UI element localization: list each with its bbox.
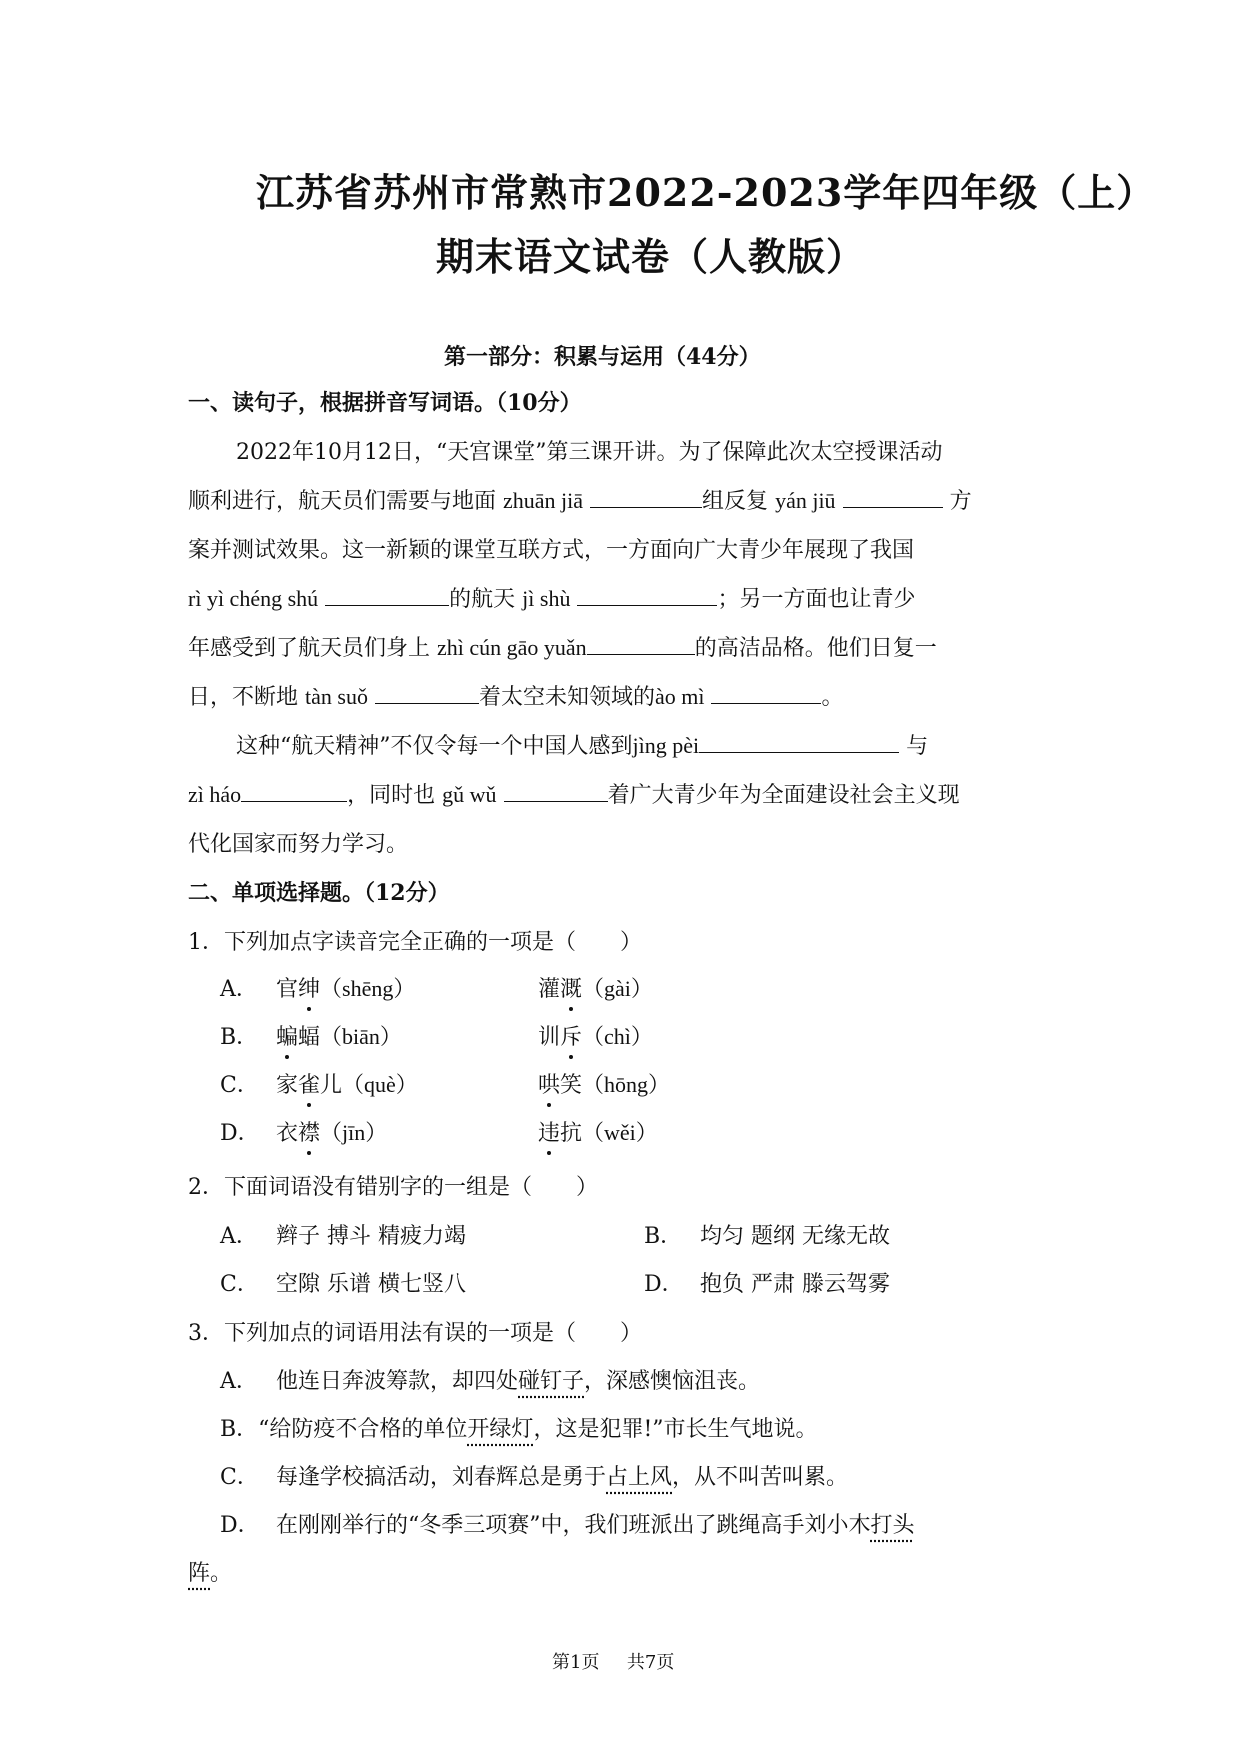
pinyin-zhicungaoyuan: zhì cún gāo yuǎn xyxy=(437,635,587,660)
blank-zhuanjia[interactable] xyxy=(590,485,702,508)
s1-l2-text-c: 方 xyxy=(949,489,972,514)
q3-b-dotted: 开绿灯 xyxy=(467,1417,534,1442)
s1-l8-text-a: ，同时也 xyxy=(347,783,436,808)
s1-l5-text-a: 年感受到了航天员们身上 xyxy=(188,636,431,661)
q1-a-w1-dotted: 绅 xyxy=(298,972,320,1003)
q1-option-d[interactable] xyxy=(220,1116,658,1147)
part-one-title: 第一部分：积累与运用（44分） xyxy=(444,344,761,370)
q3-d-pre: 在刚刚举行的“冬季三项赛”中，我们班派出了跳绳高手刘小木 xyxy=(276,1513,871,1538)
q2-option-d[interactable] xyxy=(644,1267,890,1298)
q3-a-dotted: 碰钉子 xyxy=(518,1369,585,1394)
blank-zhicungaoyuan[interactable] xyxy=(587,632,695,655)
pinyin-zhuanjia: zhuān jiā xyxy=(503,488,584,513)
q2-c-text: 空隙 乐谱 横七竖八 xyxy=(276,1272,466,1297)
q3-d-post: 。 xyxy=(210,1561,233,1586)
q1-d-w2-dotted: 违 xyxy=(538,1116,560,1147)
s1-line-3: 案并测试效果。这一新颖的课堂互联方式，一方面向广大青少年展现了我国 xyxy=(188,538,915,563)
q3-d-dotted-2: 阵 xyxy=(188,1561,211,1586)
q2-d-letter: D． xyxy=(644,1272,684,1297)
s1-l6-text-b: 着太空未知领域的 xyxy=(478,685,655,710)
q2-option-c[interactable] xyxy=(220,1267,466,1298)
q1-option-c[interactable] xyxy=(220,1068,671,1099)
blank-guwu[interactable] xyxy=(504,779,608,802)
q3-option-a[interactable] xyxy=(220,1364,761,1395)
q2-option-b[interactable] xyxy=(644,1219,890,1250)
q1-b-w1-dotted: 蝙 xyxy=(276,1020,298,1051)
q1-b-w2-pinyin: （chì） xyxy=(582,1024,653,1049)
q1-d-w1-char: 衣 xyxy=(276,1121,299,1146)
q3-option-b[interactable] xyxy=(220,1412,818,1443)
blank-tansuo[interactable] xyxy=(375,681,479,704)
q1-option-b[interactable] xyxy=(220,1020,653,1051)
pinyin-jingpei: jìng pèi xyxy=(632,733,700,758)
q1-d-w1-dotted: 襟 xyxy=(298,1116,320,1147)
q2-option-a[interactable] xyxy=(220,1219,466,1250)
q1-a-w2-char: 灌 xyxy=(538,977,561,1002)
page-footer xyxy=(552,1648,674,1674)
q3-c-pre: 每逢学校搞活动，刘春辉总是勇于 xyxy=(276,1465,607,1490)
s1-l6-text-c: 。 xyxy=(821,685,844,710)
q1-a-letter: A． xyxy=(220,977,258,1002)
s1-line-2 xyxy=(188,484,972,515)
pinyin-zihao: zì háo xyxy=(188,782,242,807)
s1-l2-text-a: 顺利进行，航天员们需要与地面 xyxy=(188,489,497,514)
s1-line-6 xyxy=(188,680,844,711)
q3-stem: 3．下列加点的词语用法有误的一项是（ ） xyxy=(188,1321,642,1346)
q3-c-dotted: 占上风 xyxy=(606,1465,673,1490)
q3-b-pre: “给防疫不合格的单位 xyxy=(258,1417,468,1442)
q2-a-letter: A． xyxy=(220,1224,258,1249)
s1-line-7 xyxy=(236,729,928,760)
q3-a-post: ，深感懊恼沮丧。 xyxy=(584,1369,761,1394)
pinyin-riyichengshu: rì yì chéng shú xyxy=(188,586,319,611)
q1-a-w1-pinyin: （shēng） xyxy=(320,976,416,1001)
s1-l5-text-b: 的高洁品格。他们日复一 xyxy=(694,636,937,661)
blank-yanjiu[interactable] xyxy=(843,485,943,508)
s1-line-1: 2022年10月12日，“天宫课堂”第三课开讲。为了保障此次太空授课活动 xyxy=(236,440,943,465)
q2-d-text: 抱负 严肃 滕云驾雾 xyxy=(700,1272,890,1297)
s1-line-4 xyxy=(188,582,915,613)
section-1-heading: 一、读句子，根据拼音写词语。（10分） xyxy=(188,390,582,416)
q3-d-letter: D． xyxy=(220,1513,260,1538)
pinyin-yanjiu: yán jiū xyxy=(775,488,836,513)
q1-c-w2-pinyin: 笑（hōng） xyxy=(560,1072,671,1097)
pinyin-aomi: ào mì xyxy=(654,684,705,709)
q2-stem: 2．下面词语没有错别字的一组是（ ） xyxy=(188,1175,598,1200)
blank-jingpei[interactable] xyxy=(699,730,899,753)
q1-a-w2-dotted: 溉 xyxy=(560,972,582,1003)
q3-a-letter: A． xyxy=(220,1369,258,1394)
q3-d-dotted: 打头 xyxy=(870,1513,915,1538)
s1-l2-text-b: 组反复 xyxy=(702,489,769,514)
s1-line-8 xyxy=(188,778,960,809)
q2-b-text: 均匀 题纲 无缘无故 xyxy=(700,1224,890,1249)
q3-option-d[interactable] xyxy=(220,1508,915,1539)
s1-l8-text-b: 着广大青少年为全面建设社会主义现 xyxy=(607,783,960,808)
q3-c-letter: C． xyxy=(220,1465,259,1490)
q1-b-w1-pinyin: 蝠（biān） xyxy=(298,1024,402,1049)
s1-l7-text-b: 与 xyxy=(906,734,929,759)
blank-jishu[interactable] xyxy=(577,583,717,606)
q1-c-w1-pinyin: 儿（què） xyxy=(320,1072,418,1097)
q3-option-c[interactable] xyxy=(220,1460,849,1491)
q1-d-w1-pinyin: （jīn） xyxy=(320,1120,388,1145)
s1-l6-text-a: 日，不断地 xyxy=(188,685,299,710)
s1-l7-text-a: 这种“航天精神”不仅令每一个中国人感到 xyxy=(236,734,633,759)
q3-option-d-cont xyxy=(188,1556,232,1587)
q1-a-w2-pinyin: （gài） xyxy=(582,976,653,1001)
q1-stem: 1．下列加点字读音完全正确的一项是（ ） xyxy=(188,930,642,955)
s1-l4-text-b: ；另一方面也让青少 xyxy=(717,587,916,612)
q3-b-letter: B． xyxy=(220,1417,259,1442)
q1-d-letter: D． xyxy=(220,1121,260,1146)
q1-option-a[interactable] xyxy=(220,972,653,1003)
q2-c-letter: C． xyxy=(220,1272,259,1297)
q1-c-w1-dotted: 雀 xyxy=(298,1068,320,1099)
footer-total-pages: 共7页 xyxy=(626,1652,675,1673)
blank-aomi[interactable] xyxy=(711,681,821,704)
q1-b-w2-char: 训 xyxy=(538,1025,561,1050)
q1-a-w1-char: 官 xyxy=(276,977,299,1002)
s1-line-9: 代化国家而努力学习。 xyxy=(188,832,409,857)
pinyin-jishu: jì shù xyxy=(522,586,571,611)
footer-page-number: 第1页 xyxy=(552,1652,600,1673)
q3-c-post: ，从不叫苦叫累。 xyxy=(672,1465,849,1490)
title-line-2: 期末语文试卷（人教版） xyxy=(436,234,866,279)
section-2-heading: 二、单项选择题。（12分） xyxy=(188,880,450,906)
q1-c-w2-dotted: 哄 xyxy=(538,1068,560,1099)
q2-a-text: 辫子 搏斗 精疲力竭 xyxy=(276,1224,466,1249)
s1-line-5 xyxy=(188,631,937,662)
q2-b-letter: B． xyxy=(644,1224,683,1249)
pinyin-guwu: gǔ wǔ xyxy=(442,782,497,807)
q3-b-post: ，这是犯罪!”市长生气地说。 xyxy=(533,1417,818,1442)
s1-l4-text-a: 的航天 xyxy=(449,587,516,612)
q3-a-pre: 他连日奔波筹款，却四处 xyxy=(276,1369,519,1394)
q1-b-w2-dotted: 斥 xyxy=(560,1020,582,1051)
q1-c-w1-char: 家 xyxy=(276,1073,299,1098)
title-line-1: 江苏省苏州市常熟市2022-2023学年四年级（上） xyxy=(256,170,1156,215)
blank-zihao[interactable] xyxy=(241,779,347,802)
blank-riyichengshu[interactable] xyxy=(325,583,449,606)
q1-b-letter: B． xyxy=(220,1025,259,1050)
q1-c-letter: C． xyxy=(220,1073,259,1098)
q1-d-w2-pinyin: 抗（wěi） xyxy=(560,1120,658,1145)
pinyin-tansuo: tàn suǒ xyxy=(305,684,368,709)
